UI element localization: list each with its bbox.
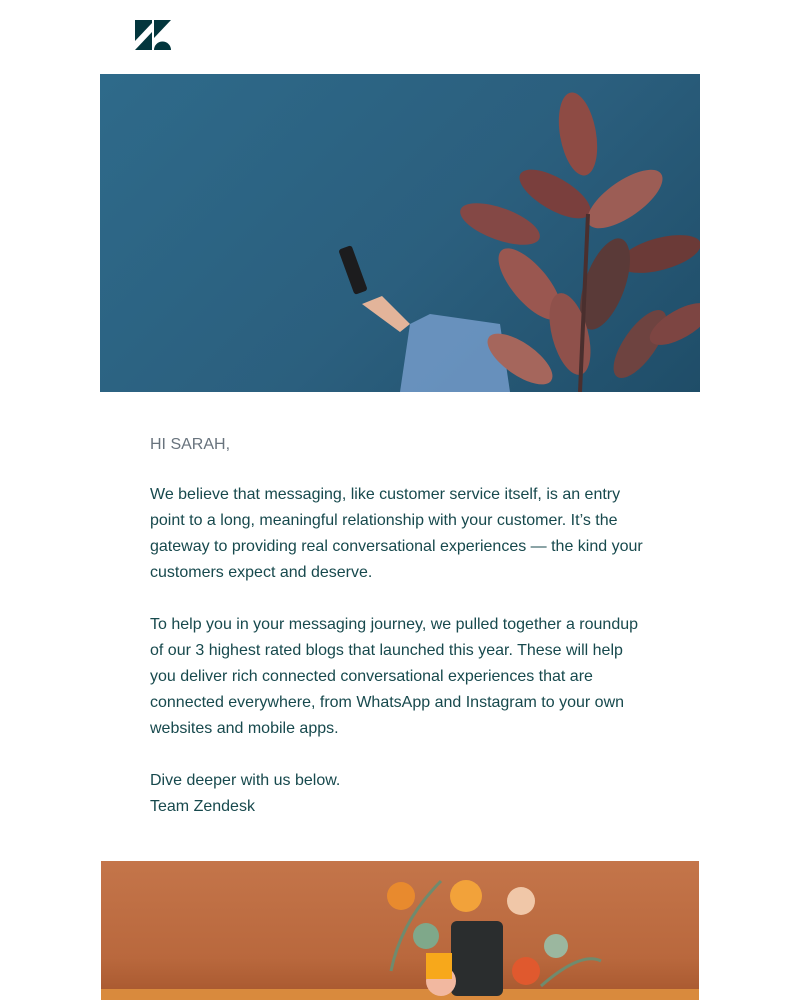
signature: Team Zendesk <box>150 798 255 815</box>
greeting-punctuation: , <box>225 436 231 453</box>
plant-and-phone-photo <box>100 74 700 392</box>
zendesk-logo-icon[interactable] <box>135 20 171 50</box>
hero-image[interactable] <box>100 74 700 392</box>
email-body <box>150 432 650 820</box>
intro-paragraph: We believe that messaging, like customer service itself, is an entry point to a long, meaningful relationship with your customer. It’s the gateway to providing real conversational experiences — the kind your customers expect and deserve. <box>150 486 643 581</box>
email-header <box>0 0 800 74</box>
flowers-and-phone-photo <box>101 861 699 1000</box>
roundup-paragraph: To help you in your messaging journey, we pulled together a roundup of our 3 highest rated blogs that launched this year. These will help you deliver rich connected conversational experiences that are connected everywhere, from WhatsApp and Instagram to your own websites and mobile apps. <box>150 616 639 737</box>
closing-line: Dive deeper with us below. <box>150 772 341 789</box>
greeting <box>150 432 650 458</box>
greeting-name: HI SARAH <box>150 436 226 453</box>
secondary-image[interactable] <box>101 861 699 1000</box>
